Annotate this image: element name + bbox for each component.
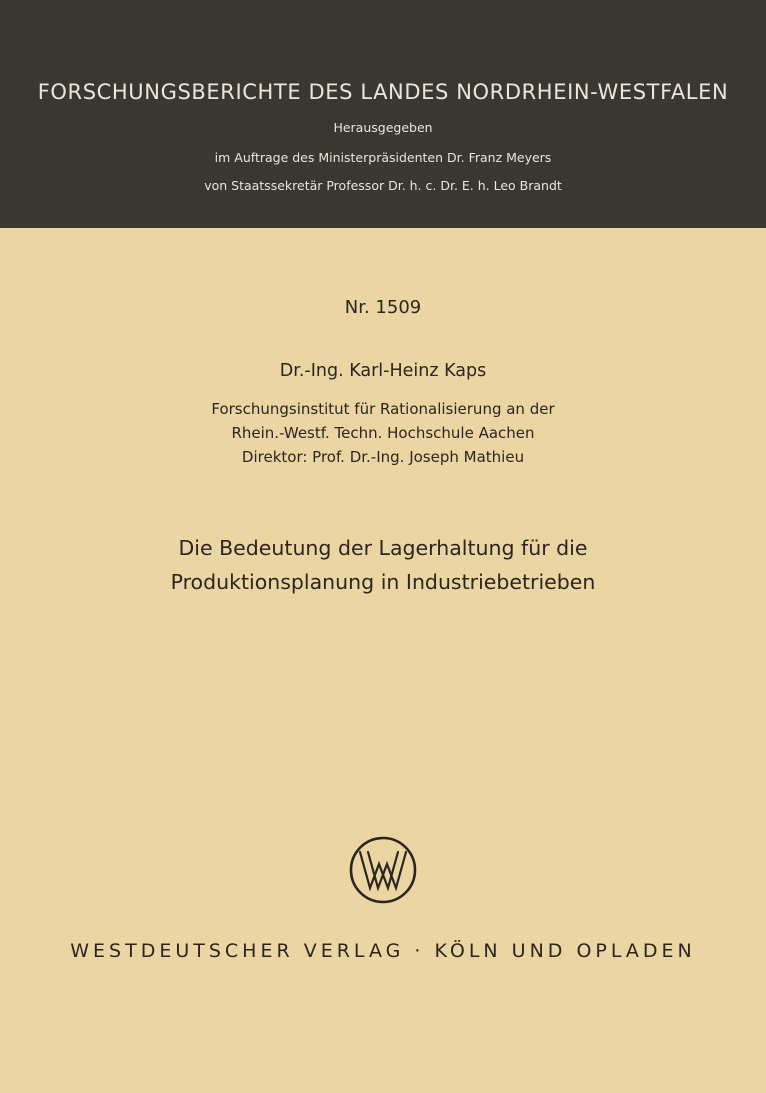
report-number: Nr. 1509: [344, 297, 422, 318]
publisher-name: WESTDEUTSCHER VERLAG · KÖLN UND OPLADEN: [70, 940, 696, 962]
series-title: FORSCHUNGSBERICHTE DES LANDES NORDRHEIN-WESTFALEN: [37, 80, 729, 104]
institute-line-2: Rhein.-Westf. Techn. Hochschule Aachen: [231, 424, 535, 442]
book-title-line-1: Die Bedeutung der Lagerhaltung für die: [178, 536, 588, 560]
institute-line-3: Direktor: Prof. Dr.-Ing. Joseph Mathieu: [241, 448, 525, 466]
header-band: [0, 0, 766, 228]
editor-line-1: Herausgegeben: [333, 120, 433, 135]
westdeutscher-verlag-w-logo-icon: [347, 834, 419, 906]
book-title-line-2: Produktionsplanung in Industriebetrieben: [170, 570, 596, 594]
author-name: Dr.-Ing. Karl-Heinz Kaps: [279, 361, 487, 381]
editor-line-3: von Staatssekretär Professor Dr. h. c. Dr. E. h. Leo Brandt: [204, 178, 562, 193]
editor-line-2: im Auftrage des Ministerpräsidenten Dr. Franz Meyers: [214, 150, 552, 165]
institute-line-1: Forschungsinstitut für Rationalisierung an der: [211, 400, 555, 418]
